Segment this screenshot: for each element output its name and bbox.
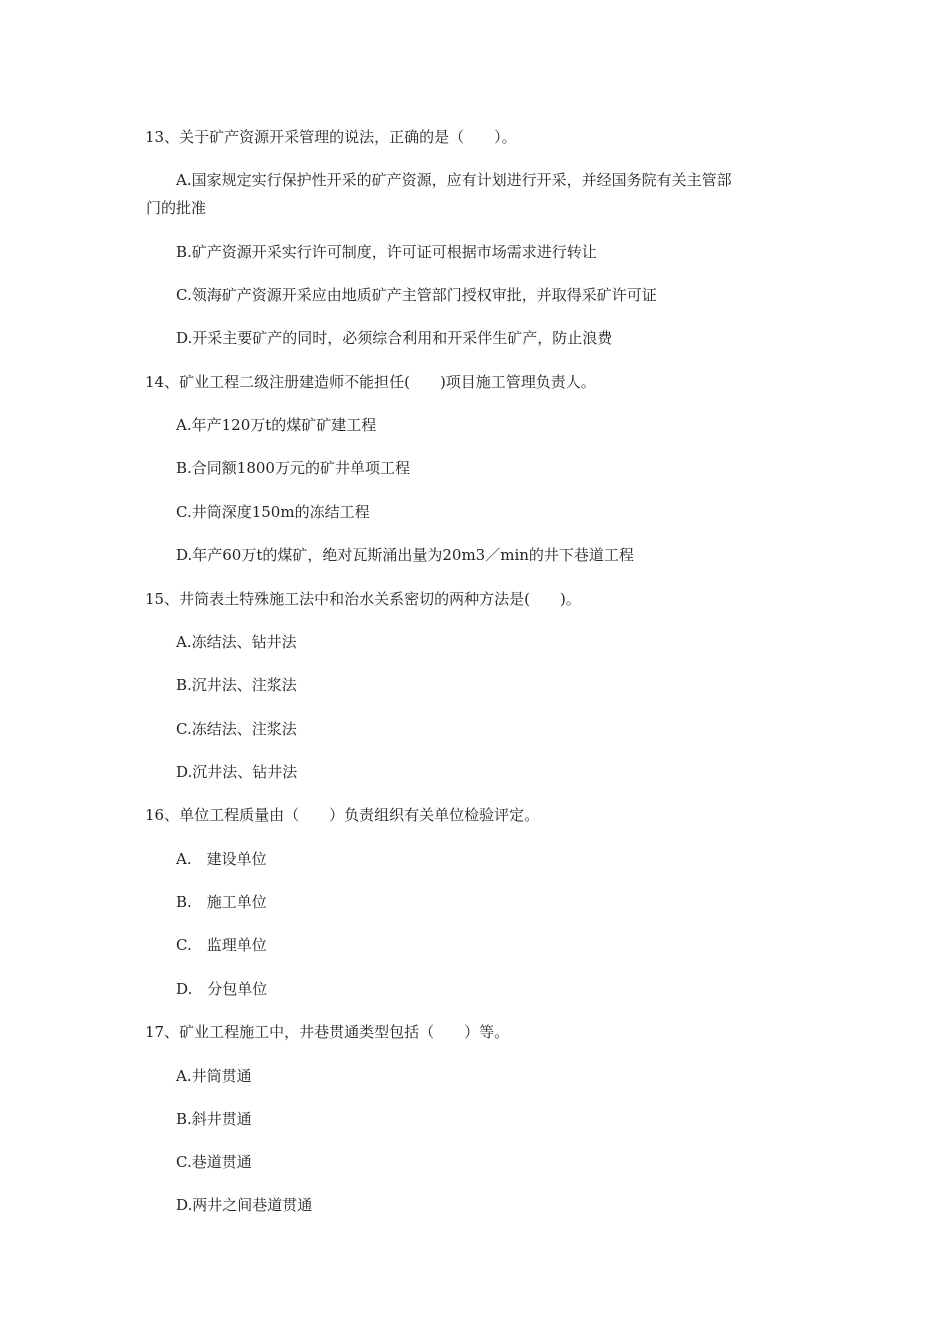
option-d: D.年产60万t的煤矿，绝对瓦斯涌出量为20m3／min的井下巷道工程 <box>176 546 634 564</box>
option-c: C.领海矿产资源开采应由地质矿产主管部门授权审批，并取得采矿许可证 <box>176 286 657 304</box>
question-stem: 16、单位工程质量由（ ）负责组织有关单位检验评定。 <box>145 806 540 824</box>
option-a: A.年产120万t的煤矿矿建工程 <box>176 416 377 434</box>
option-c: C.冻结法、注浆法 <box>176 720 297 738</box>
question-stem: 17、矿业工程施工中，井巷贯通类型包括（ ）等。 <box>145 1023 510 1041</box>
option-a-continuation: 门的批准 <box>146 199 207 217</box>
option-a: A.井筒贯通 <box>176 1067 252 1085</box>
option-a: A.国家规定实行保护性开采的矿产资源，应有计划进行开采，并经国务院有关主管部 <box>176 171 732 189</box>
option-b: B.合同额1800万元的矿井单项工程 <box>176 459 410 477</box>
option-a: A.冻结法、钻井法 <box>176 633 297 651</box>
option-b: B.沉井法、注浆法 <box>176 676 297 694</box>
option-c: C. 监理单位 <box>176 936 267 954</box>
option-d: D.两井之间巷道贯通 <box>176 1196 313 1214</box>
option-b: B. 施工单位 <box>176 893 267 911</box>
option-c: C.巷道贯通 <box>176 1153 252 1171</box>
option-a: A. 建设单位 <box>176 850 267 868</box>
option-d: D.沉井法、钻井法 <box>176 763 298 781</box>
question-stem: 14、矿业工程二级注册建造师不能担任( )项目施工管理负责人。 <box>145 373 596 391</box>
option-c: C.井筒深度150m的冻结工程 <box>176 503 370 521</box>
option-b: B.矿产资源开采实行许可制度，许可证可根据市场需求进行转让 <box>176 243 597 261</box>
option-d: D. 分包单位 <box>176 980 268 998</box>
question-stem: 15、井筒表土特殊施工法中和治水关系密切的两种方法是( )。 <box>145 590 581 608</box>
question-stem: 13、关于矿产资源开采管理的说法，正确的是（ ）。 <box>145 128 517 146</box>
option-b: B.斜井贯通 <box>176 1110 252 1128</box>
option-d: D.开采主要矿产的同时，必须综合利用和开采伴生矿产，防止浪费 <box>176 329 613 347</box>
